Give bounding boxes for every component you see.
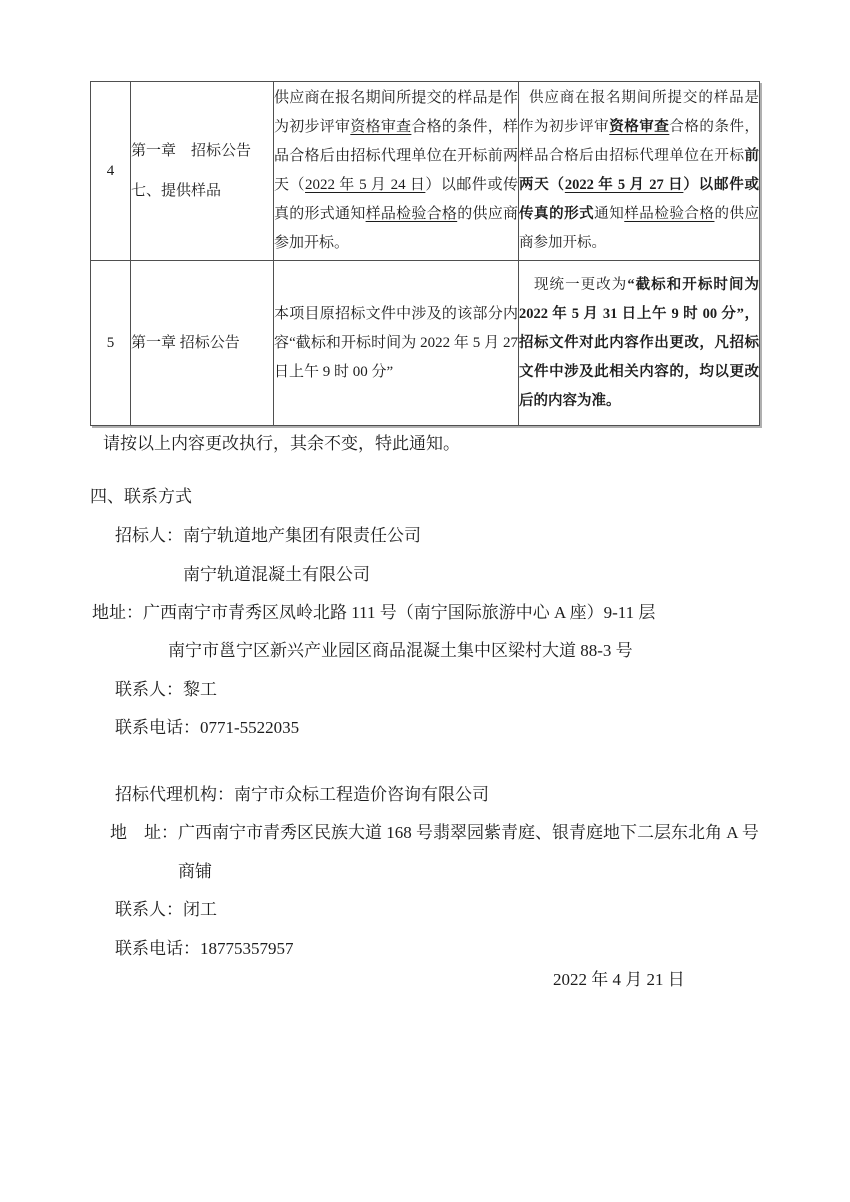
table-row	[91, 261, 760, 426]
section-line: 七、提供样品	[131, 183, 222, 199]
tenderer-name-line-2: 南宁轨道混凝土有限公司	[183, 565, 370, 584]
agency-address-line-2: 商铺	[178, 862, 212, 881]
section-line: 第一章 招标公告	[131, 335, 240, 351]
row-number-cell	[91, 82, 131, 261]
tenderer-contact-person: 联系人：黎工	[115, 680, 217, 699]
original-content-cell	[274, 82, 519, 261]
change-table	[90, 81, 760, 426]
document-date: 2022 年 4 月 21 日	[553, 970, 685, 989]
row-number: 4	[106, 162, 115, 179]
row-number: 5	[106, 334, 115, 351]
section-cell	[131, 261, 274, 426]
closing-note: 请按以上内容更改执行，其余不变，特此通知。	[103, 434, 460, 453]
tenderer-phone: 联系电话：0771-5522035	[115, 718, 300, 737]
revised-content-cell	[519, 261, 760, 426]
section-cell	[131, 82, 274, 261]
section-line: 第一章 招标公告	[131, 143, 252, 159]
contact-section-heading: 四、联系方式	[90, 487, 192, 506]
agency-address-line: 地 址：广西南宁市青秀区民族大道 168 号翡翠园紫青庭、银青庭地下二层东北角 A 号	[110, 823, 759, 842]
tenderer-address-line: 地址：广西南宁市青秀区凤岭北路 111 号（南宁国际旅游中心 A 座）9-11 层	[92, 603, 656, 622]
agency-phone: 联系电话：18775357957	[115, 939, 294, 958]
agency-contact-person: 联系人：闭工	[115, 900, 217, 919]
revised-content-text: 现统一更改为“截标和开标时间为 2022 年 5 月 31 日上午 9 时 00 分”，招标文件对此内容作出更改，凡招标文件中涉及此相关内容的，均以更改后的内容为准。	[519, 276, 760, 409]
row-number-cell	[91, 261, 131, 426]
tenderer-address-line-2: 南宁市邕宁区新兴产业园区商品混凝土集中区梁村大道 88-3 号	[168, 641, 633, 660]
revised-content-cell	[519, 82, 760, 261]
original-content-text: 本项目原招标文件中涉及的该部分内容“截标和开标时间为 2022 年 5 月 27 日上午 9 时 00 分”	[274, 305, 518, 380]
agency-name-line: 招标代理机构：南宁市众标工程造价咨询有限公司	[115, 785, 489, 804]
revised-content-text: 供应商在报名期间所提交的样品是作为初步评审资格审查合格的条件，样品合格后由招标代理单位在开标前两天（2022 年 5 月 27 日）以邮件或传真的形式通知样品检验合格的供应商参加开标。	[519, 90, 760, 251]
table-row	[91, 82, 760, 261]
tenderer-name-line: 招标人：南宁轨道地产集团有限责任公司	[115, 526, 421, 545]
original-content-cell	[274, 261, 519, 426]
original-content-text: 供应商在报名期间所提交的样品是作为初步评审资格审查合格的条件，样品合格后由招标代理单位在开标前两天（2022 年 5 月 24 日）以邮件或传真的形式通知样品检验合格的供应商参加开标。	[274, 90, 518, 251]
